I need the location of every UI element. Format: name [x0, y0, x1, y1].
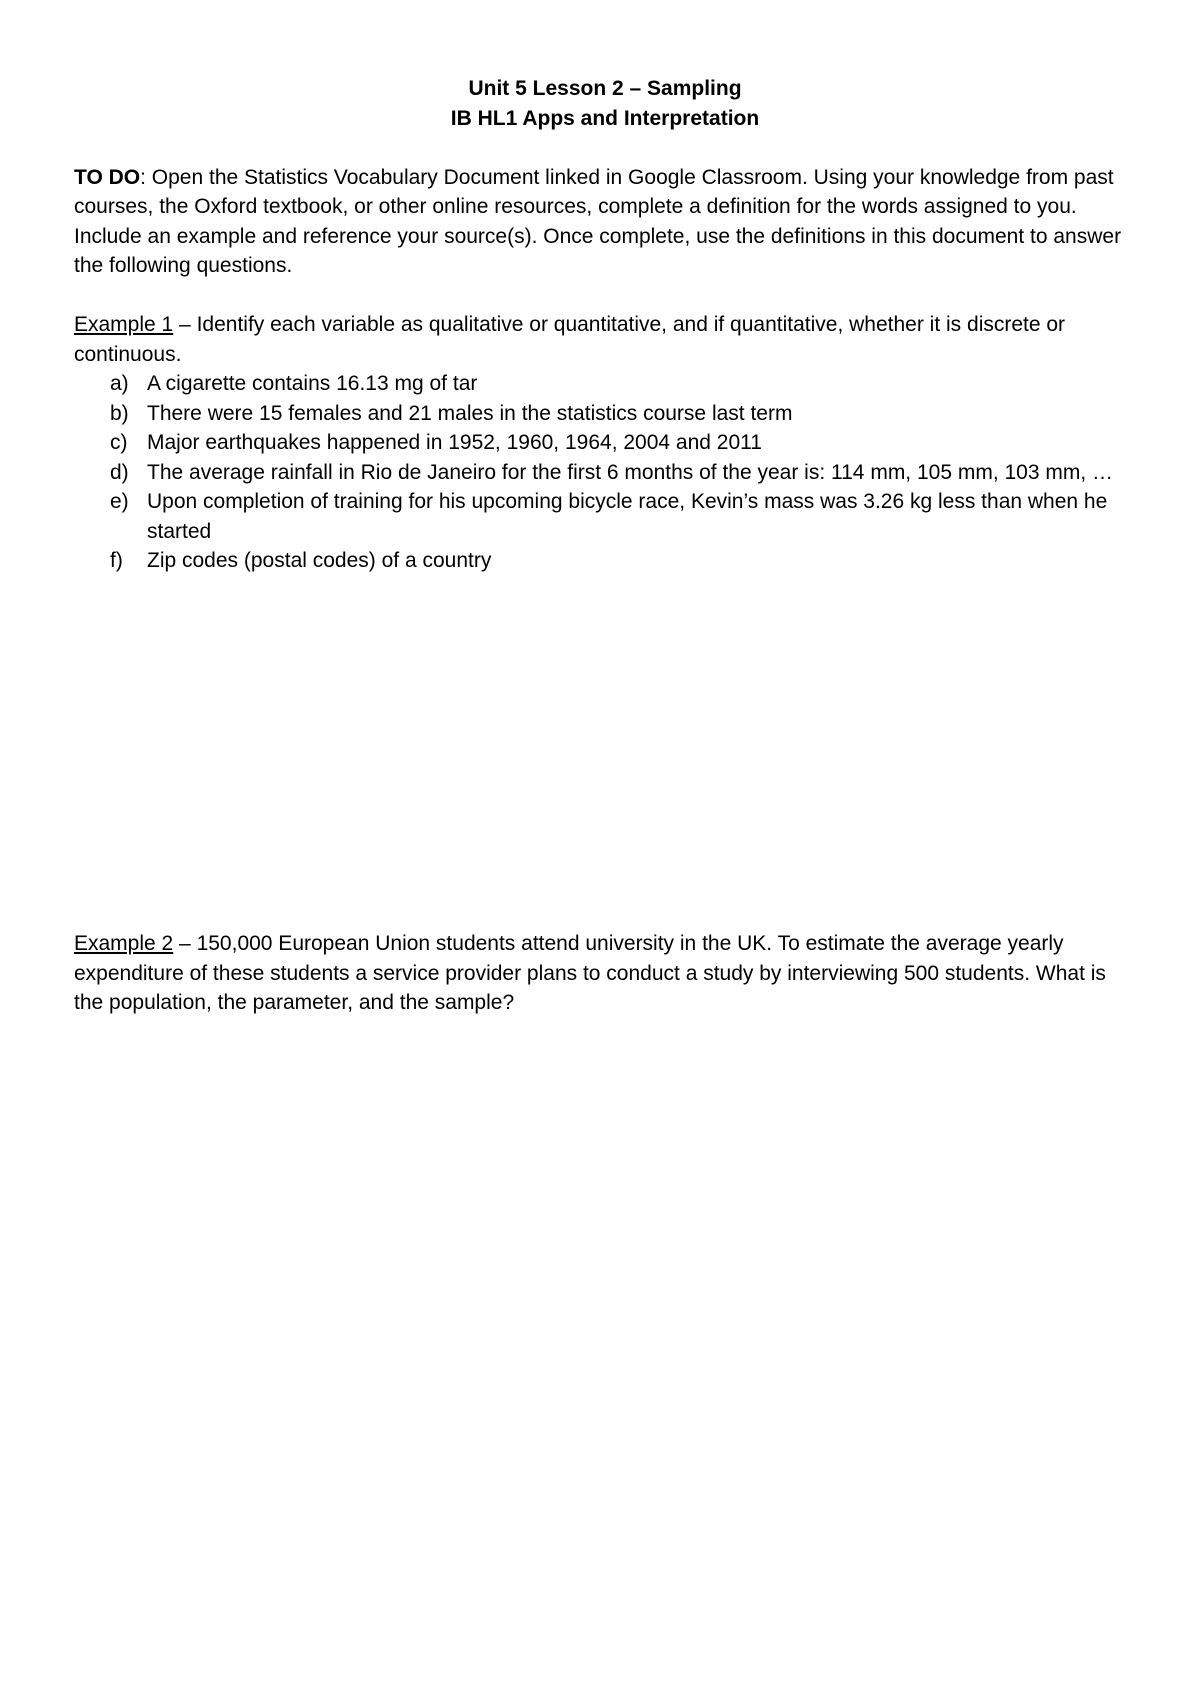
todo-text: Open the Statistics Vocabulary Document linked in Google Classroom. Using your knowledge from past courses, the Oxford textbook, or other online resources, complete a definition for the words assigned to you. Include an example and reference your source(s). Once complete, use the definitions in this document to answer the following questions.	[74, 165, 1122, 277]
example-1-list	[74, 369, 1136, 576]
example-1-text: – Identify each variable as qualitative or quantitative, and if quantitative, whether it is discrete or continuous.	[74, 313, 1066, 366]
title-line-2: IB HL1 Apps and Interpretation	[450, 106, 760, 130]
example-2-label: Example 2	[74, 932, 174, 955]
list-item-marker: a)	[110, 372, 129, 395]
example-2-text: – 150,000 European Union students attend university in the UK. To estimate the average yearly expenditure of these students a service provider plans to conduct a study by interviewing 500 students. What is the population, the parameter, and the sample?	[74, 932, 1106, 1014]
list-item	[74, 399, 1136, 429]
list-item	[74, 369, 1136, 399]
list-item-text: Major earthquakes happened in 1952, 1960, 1964, 2004 and 2011	[147, 431, 762, 454]
list-item-text: There were 15 females and 21 males in the statistics course last term	[147, 401, 793, 425]
example-1-label: Example 1	[74, 313, 174, 336]
todo-paragraph	[74, 163, 1136, 281]
todo-separator: :	[140, 165, 152, 189]
list-item-marker: b)	[110, 401, 129, 425]
list-item-text: The average rainfall in Rio de Janeiro for the first 6 months of the year is: 114 mm, 105 mm, 103 mm, …	[147, 460, 1114, 484]
document-title	[74, 74, 1136, 133]
list-item	[74, 458, 1136, 488]
example-2	[74, 929, 1136, 1018]
list-item	[74, 546, 1136, 576]
list-item-text: A cigarette contains 16.13 mg of tar	[147, 372, 478, 395]
title-line-1: Unit 5 Lesson 2 – Sampling	[468, 77, 742, 100]
document-page	[74, 74, 1136, 1018]
answer-space	[74, 576, 1136, 900]
list-item-marker: f)	[110, 549, 123, 572]
example-1-prompt	[74, 310, 1136, 369]
example-1	[74, 310, 1136, 576]
list-item	[74, 428, 1136, 458]
list-item	[74, 487, 1136, 546]
list-item-text: Upon completion of training for his upcoming bicycle race, Kevin’s mass was 3.26 kg less than when he started	[147, 490, 1108, 543]
list-item-marker: e)	[110, 490, 129, 513]
list-item-marker: c)	[110, 431, 128, 454]
list-item-marker: d)	[110, 460, 129, 484]
todo-label: TO DO	[74, 165, 141, 189]
list-item-text: Zip codes (postal codes) of a country	[147, 549, 492, 572]
